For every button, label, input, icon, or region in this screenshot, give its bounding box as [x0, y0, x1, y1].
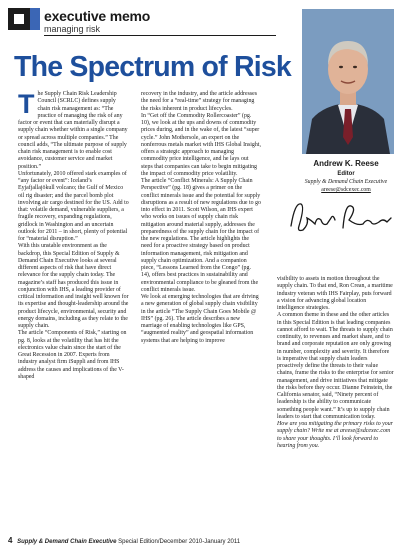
editor-photo	[302, 9, 394, 154]
page-footer	[8, 536, 240, 545]
editor-email-link[interactable]: areese@sdcexec.com	[321, 187, 371, 193]
paragraph: recovery in the industry, and the article addresses the need for a “real-time” strategy for managing the risks inherent in product lifecycles.	[141, 91, 258, 112]
footer-issue: Special Edition/December 2010-January 2011	[118, 539, 241, 545]
paragraph: We look at emerging technologies that are driving a new generation of global supply chain visibility in the article “The Supply Chain Goes Mobile @ IHS” (pg. 26). The article describes a new marriage of enabling technologies like GPS, “augmented reality” and geospatial information systems that are helping to improve	[141, 294, 259, 344]
editor-role: Editor	[337, 171, 355, 177]
drop-cap: T	[18, 89, 35, 119]
closing-note: How are you mitigating the primary risks to your supply chain? Write me at areese@sdcexec.com to share your thoughts. I’ll look forward to hearing from you.	[277, 421, 393, 449]
header-rule	[44, 35, 276, 36]
paragraph: The article “Components of Risk,” starting on pg. 8, looks at the volatility that has hit the electronics value chain since the start of the Great Recession in 2007. Experts from industry analyst firm iSuppli and from IHS address the causes and implications of the V-shaped	[18, 330, 127, 380]
paragraph: A common theme in these and the other articles in this Special Edition is that leading companies cannot afford to wait. The threats to supply chain continuity, to revenues and market share, and to brand and corporate reputation are only growing in number, complexity and severity. It therefore is imperative that supply chain leaders proactively define the threats to their value chains, frame the risks to the enterprise for senior management, and drive initiatives that mitigate the risks before they occur. Dianne Feinstein, the California senator, said, “Ninety percent of leadership is the ability to communicate something people want.” It’s up to supply chain leaders to start that communication today.	[277, 312, 394, 420]
header-accent-tab	[30, 8, 40, 30]
paragraph: With this unstable environment as the backdrop, this Special Edition of Supply & Demand Chain Executive looks at several different aspects of risk that have direct relevance for the supply chain today. The magazine’s staff has produced this issue in conjunction with IHS, a leading provider of critical information and insight well known for its expertise and thought-leadership around the product lifecycle, environmental, security and energy domains, including as they relate to the supply chain.	[18, 243, 129, 329]
article-title: The Spectrum of Risk	[14, 51, 291, 83]
editor-publication: Supply & Demand Chain Executive	[304, 179, 388, 185]
section-title: executive memo	[44, 8, 151, 24]
section-subtitle: managing risk	[44, 24, 101, 34]
paragraph: In “Get off the Commodity Rollercoaster” (pg. 10), we look at the ups and downs of commodity prices during, and in the wake of, the latest “super cycle.” John Mothersole, an expert on the nonferrous metals market with IHS Global Insight, offers a strategic approach to managing commodity price intelligence, and he lays out steps that companies can take to begin mitigating the impact of commodity price volatility.	[141, 112, 261, 177]
editor-signature	[287, 196, 395, 240]
paragraph: The article “Conflict Minerals: A Supply Chain Perspective” (pg. 18) gives a primer on the conflict minerals issue and the potential for supply disruptions as a result of new regulations due to go into effect in 2011. Scott Wilson, an IHS expert who works on issues of supply chain risk mitigation around material supply, addresses the preparedness of the supply chain for the impact of the new regulations. The article highlights the need for a proactive strategy based on product information management, risk mitigation and supply chain optimization. And a companion piece, “Lessons Learned from the Congo” (pg. 14), offers best practices in sustainability and environmental compliance to be gleaned from the conflict minerals issue.	[141, 178, 261, 293]
footer-magazine: Supply & Demand Chain Executive	[17, 539, 117, 545]
header-logo-square	[8, 8, 30, 30]
paragraph: visibility to assets in motion throughout the supply chain. To that end, Ron Crean, a maritime industry veteran with IHS Fairplay, puts forward a vision for advancing global location intelligence strategies.	[277, 276, 393, 311]
editor-name: Andrew K. Reese	[313, 159, 379, 168]
paragraph: The Supply Chain Risk Leadership Council (SCRLC) defines supply chain risk management as: “The practice of managing the risk of any factor or event that can materially disrupt a supply chain whether within a single company or spread across multiple companies.” The council adds, “The ultimate purpose of supply chain risk management is to enable cost avoidance, customer service and market position.”	[18, 89, 128, 170]
article-column-1	[18, 91, 130, 381]
article-column-3	[277, 276, 394, 450]
paragraph: Unfortunately, 2010 offered stark examples of “any factor or event”: Iceland’s Eyjafjallajökull volcano; the Gulf of Mexico oil rig disaster; and the parcel bomb plot involving air cargo destined for the US. Add to that: volatile demand, vulnerable suppliers, a fragile recovery, expanding regulations, gridlock in Washington and an uncertain outlook for 2011 – in short, plenty of potential for “material disruption.”	[18, 170, 129, 242]
page-number: 4	[8, 536, 13, 545]
article-column-2	[141, 91, 261, 345]
